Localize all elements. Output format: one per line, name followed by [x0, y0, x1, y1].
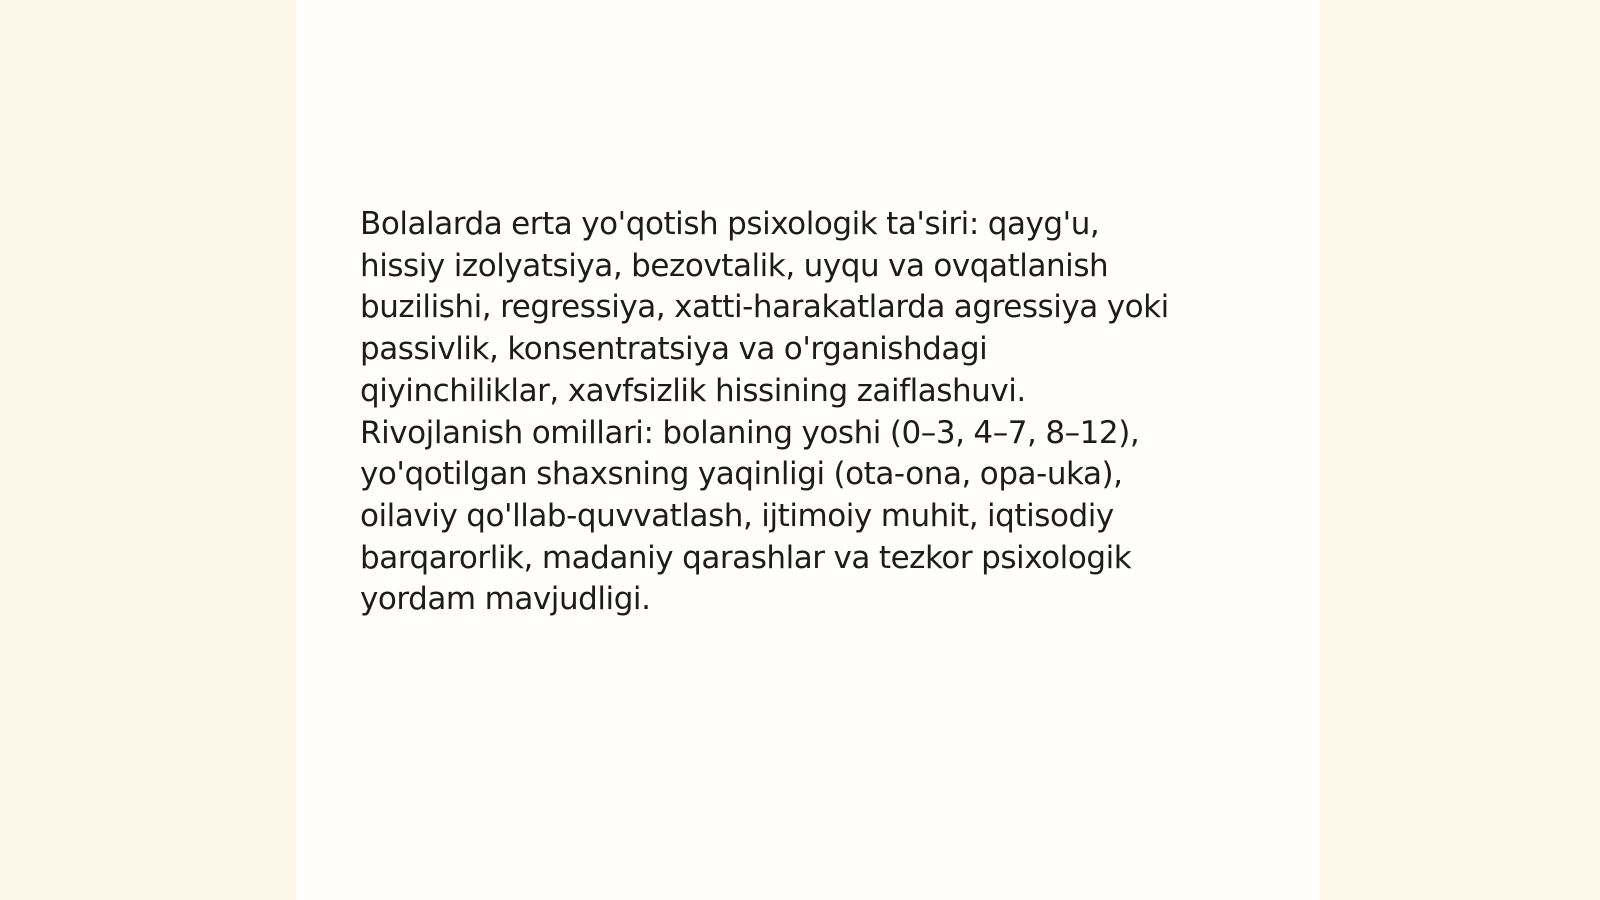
slide-body-text [360, 204, 1240, 621]
text-line: buzilishi, regressiya, xatti-harakatlarda agressiya yoki [360, 289, 1169, 326]
text-line: Bolalarda erta yo'qotish psixologik ta'siri: qayg'u, [360, 206, 1100, 242]
text-line: barqarorlik, madaniy qarashlar va tezkor psixologik [360, 539, 1132, 576]
left-margin-area [0, 0, 296, 900]
text-line: yordam mavjudligi. [360, 581, 651, 618]
text-line: hissiy izolyatsiya, bezovtalik, uyqu va ovqatlanish [360, 247, 1109, 284]
text-line: Rivojlanish omillari: bolaning yoshi (0–3, 4–7, 8–12), [360, 414, 1140, 451]
text-line: qiyinchiliklar, xavfsizlik hissining zaiflashuvi. [360, 372, 1026, 409]
text-line: yo'qotilgan shaxsning yaqinligi (ota-ona, opa-uka), [360, 456, 1123, 493]
right-margin-area [1320, 0, 1600, 900]
slide [296, 0, 1320, 900]
text-line: oilaviy qo'llab-quvvatlash, ijtimoiy muhit, iqtisodiy [360, 497, 1114, 534]
text-line: passivlik, konsentratsiya va o'rganishdagi [360, 331, 988, 368]
